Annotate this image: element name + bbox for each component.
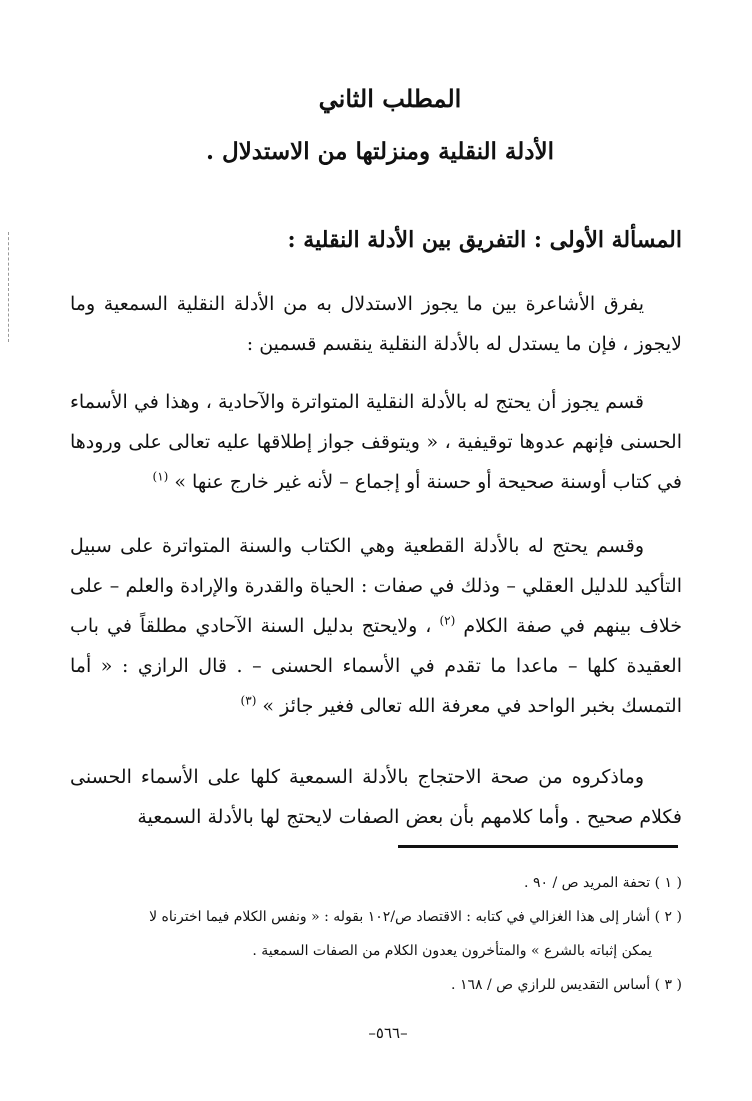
- page-number: –٥٦٦–: [368, 1024, 408, 1042]
- footnote-2: ( ٢ ) أشار إلى هذا الغزالي في كتابه : الاقتصاد ص/١٠٢ بقوله : « ونفس الكلام فيما اخترناه لا: [149, 909, 682, 925]
- paragraph-2-text: قسم يجوز أن يحتج له بالأدلة النقلية المتواترة والآحادية ، وهذا في الأسماء الحسنى فإنهم عدوها توقيفية ، « ويتوقف جواز إطلاقها عليه تعالى على ورودها في كتاب أوسنة صحيحة أو حسنة أو إجماع – لأنه غير خارج عنها »: [70, 391, 682, 493]
- footnote-3: ( ٣ ) أساس التقديس للرازي ص / ١٦٨ .: [451, 977, 682, 993]
- footnote-2-continued: يمكن إثباته بالشرع » والمتأخرون يعدون الكلام من الصفات السمعية .: [252, 943, 652, 959]
- footnote-ref-3[interactable]: (٣): [240, 693, 257, 708]
- footnote-ref-1[interactable]: (١): [152, 469, 169, 484]
- paragraph-4: [70, 757, 682, 837]
- paragraph-1-text: يفرق الأشاعرة بين ما يجوز الاستدلال به من الأدلة النقلية السمعية وما لايجوز ، فإن ما يستدل له بالأدلة النقلية ينقسم قسمين :: [70, 293, 682, 355]
- footnote-1: ( ١ ) تحفة المريد ص / ٩٠ .: [524, 875, 682, 891]
- paragraph-3-text-a: وقسم يحتج له بالأدلة القطعية وهي الكتاب والسنة المتواترة على سبيل التأكيد للدليل العقلي – وذلك في صفات : الحياة والقدرة والإرادة والعلم – على خلاف بينهم في صفة الكلام: [70, 535, 682, 637]
- margin-scan-mark: [8, 232, 10, 342]
- paragraph-3-text-b: ، ولايحتج بدليل السنة الآحادي مطلقاً في باب العقيدة كلها – ماعدا ما تقدم في الأسماء الحسنى – . قال الرازي : « أما التمسك بخبر الواحد في معرفة الله تعالى فغير جائز »: [70, 615, 682, 717]
- section-title: الأدلة النقلية ومنزلتها من الاستدلال .: [205, 138, 555, 165]
- paragraph-1: [70, 284, 682, 364]
- subheading: المسألة الأولى : التفريق بين الأدلة النقلية :: [287, 227, 682, 253]
- paragraph-3: [70, 526, 682, 726]
- footnote-ref-2[interactable]: (٢): [439, 613, 456, 628]
- section-heading: المطلب الثاني: [318, 84, 462, 113]
- footnote-divider: [398, 845, 678, 848]
- paragraph-4-text: وماذكروه من صحة الاحتجاج بالأدلة السمعية كلها على الأسماء الحسنى فكلام صحيح . وأما كلامهم بأن بعض الصفات لايحتج لها بالأدلة السمعية: [70, 766, 682, 828]
- paragraph-2: [70, 382, 682, 502]
- footnotes: [62, 866, 682, 1002]
